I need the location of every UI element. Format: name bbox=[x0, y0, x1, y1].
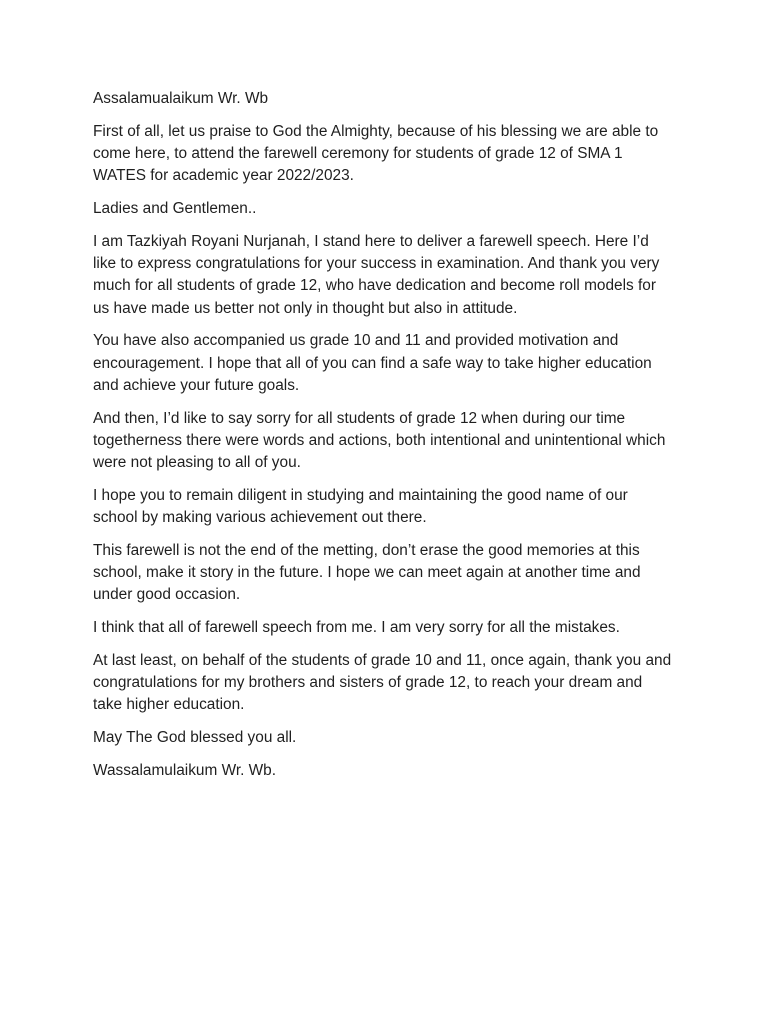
speech-text bbox=[93, 88, 674, 792]
paragraph-opening: First of all, let us praise to God the Almighty, because of his blessing we are able to come here, to attend the farewell ceremony for students of grade 12 of SMA 1 WATES for academic year 2022/2023. bbox=[93, 122, 659, 185]
paragraph-introduction: I am Tazkiyah Royani Nurjanah, I stand here to deliver a farewell speech. Here I’d like to express congratulations for your success in examination. And thank you very much for all students of grade 12, who have dedication and become roll models for us have made us better not only in thought but also in attitude. bbox=[93, 232, 660, 317]
paragraph-gratitude: You have also accompanied us grade 10 and 11 and provided motivation and encouragement. I hope that all of you can find a safe way to take higher education and achieve your future goals. bbox=[93, 332, 652, 394]
paragraph-apology: And then, I’d like to say sorry for all students of grade 12 when during our time togetherness there were words and actions, both intentional and unintentional which were not pleasing to all of you. bbox=[93, 409, 666, 472]
paragraph-encouragement: I hope you to remain diligent in studying and maintaining the good name of our school by making various achievement out there. bbox=[93, 486, 628, 527]
greeting: Assalamualaikum Wr. Wb bbox=[93, 90, 269, 107]
closing: Wassalamulaikum Wr. Wb. bbox=[93, 761, 277, 779]
paragraph-congratulations: At last least, on behalf of the students of grade 10 and 11, once again, thank you and congratulations for my brothers and sisters of grade 12, to reach your dream and take higher education. bbox=[93, 651, 672, 714]
paragraph-conclusion: I think that all of farewell speech from me. I am very sorry for all the mistakes. bbox=[93, 619, 620, 637]
paragraph-address: Ladies and Gentlemen.. bbox=[93, 199, 257, 217]
paragraph-blessing: May The God blessed you all. bbox=[93, 729, 297, 747]
paragraph-memories: This farewell is not the end of the metting, don’t erase the good memories at this school, make it story in the future. I hope we can meet again at another time and under good occasion. bbox=[93, 541, 641, 604]
